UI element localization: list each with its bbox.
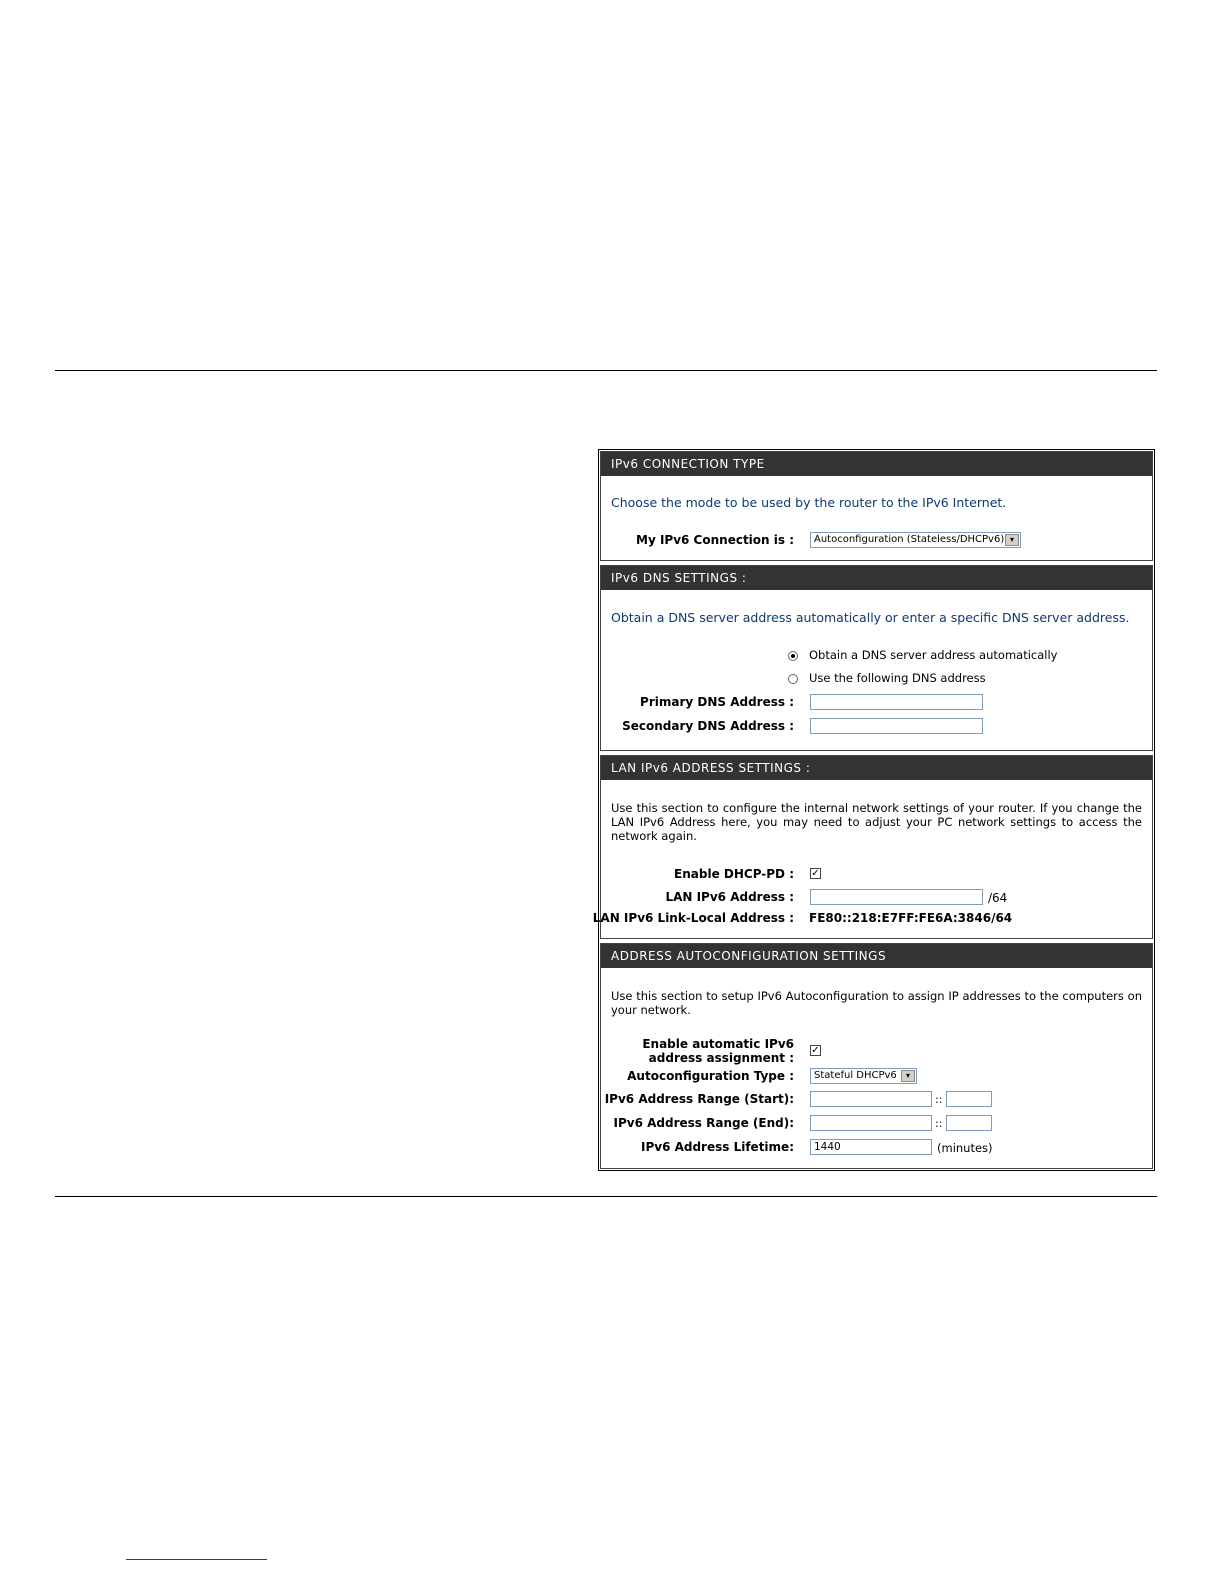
autoconfig-description: Use this section to setup IPv6 Autoconfiguration to assign IP addresses to the computers on your network. [611,989,1142,1017]
dhcp-pd-label: Enable DHCP-PD : [674,867,794,881]
lifetime-unit: (minutes) [937,1141,993,1155]
connection-type-label: My IPv6 Connection is : [636,533,794,547]
lan-settings-section [592,755,1153,939]
primary-dns-input[interactable] [810,694,983,710]
enable-autoconfig-label-line2: address assignment : [648,1051,794,1065]
connection-type-section [600,451,1153,561]
dns-auto-label[interactable]: Obtain a DNS server address automatically [809,648,1058,662]
autoconfig-type-label: Autoconfiguration Type : [627,1069,794,1083]
prefix-length: /64 [988,891,1008,905]
range-start-prefix-input[interactable] [810,1091,932,1107]
autoconfig-header: ADDRESS AUTOCONFIGURATION SETTINGS [601,944,1152,968]
lan-address-label: LAN IPv6 Address : [665,890,794,904]
range-start-separator: :: [935,1093,943,1106]
connection-type-description: Choose the mode to be used by the router to the IPv6 Internet. [611,495,1007,510]
enable-autoconfig-label [642,1037,794,1065]
dns-manual-radio[interactable] [788,674,798,684]
connection-type-header: IPv6 CONNECTION TYPE [601,452,1152,476]
lifetime-label: IPv6 Address Lifetime: [640,1140,794,1154]
dns-settings-section [600,565,1153,751]
autoconfig-type-select[interactable] [810,1068,917,1084]
connection-type-select[interactable] [810,532,1021,548]
dns-settings-header: IPv6 DNS SETTINGS : [601,566,1152,590]
dns-manual-label[interactable]: Use the following DNS address [809,671,986,685]
range-end-separator: :: [935,1117,943,1130]
secondary-dns-label: Secondary DNS Address : [622,719,794,733]
dropdown-arrow-icon[interactable]: ▾ [1005,534,1019,546]
connection-type-value: Autoconfiguration (Stateless/DHCPv6) [814,534,1005,545]
autoconfig-type-value: Stateful DHCPv6 [814,1070,897,1081]
dns-settings-description: Obtain a DNS server address automatically or enter a specific DNS server address. [611,610,1130,625]
dropdown-arrow-icon[interactable]: ▾ [901,1070,915,1082]
range-end-prefix-input[interactable] [810,1115,932,1131]
top-divider [55,370,1157,371]
enable-autoconfig-checkbox[interactable] [810,1045,821,1056]
lan-address-input[interactable] [810,889,983,905]
range-end-suffix-input[interactable] [946,1115,992,1131]
lifetime-input[interactable] [810,1139,932,1155]
link-local-label: LAN IPv6 Link-Local Address : [592,911,794,925]
lan-settings-header: LAN IPv6 ADDRESS SETTINGS : [601,756,1152,780]
dns-auto-radio[interactable] [788,651,798,661]
autoconfig-section [600,943,1153,1169]
checkmark-icon: ✓ [811,1045,820,1056]
bottom-divider [55,1196,1157,1197]
secondary-dns-input[interactable] [810,718,983,734]
dhcp-pd-checkbox[interactable] [810,868,821,879]
primary-dns-label: Primary DNS Address : [640,695,794,709]
range-start-label: IPv6 Address Range (Start): [604,1092,794,1106]
range-start-suffix-input[interactable] [946,1091,992,1107]
lan-settings-description: Use this section to configure the internal network settings of your router. If you change the LAN IPv6 Address here, you may need to adjust your PC network settings to access the network again. [611,801,1142,843]
link-local-value: FE80::218:E7FF:FE6A:3846/64 [809,911,1013,925]
footer-link-underline [126,1559,267,1560]
ipv6-settings-panel [592,449,1155,1171]
range-end-label: IPv6 Address Range (End): [613,1116,794,1130]
checkmark-icon: ✓ [811,868,820,879]
enable-autoconfig-label-line1: Enable automatic IPv6 [642,1037,794,1051]
